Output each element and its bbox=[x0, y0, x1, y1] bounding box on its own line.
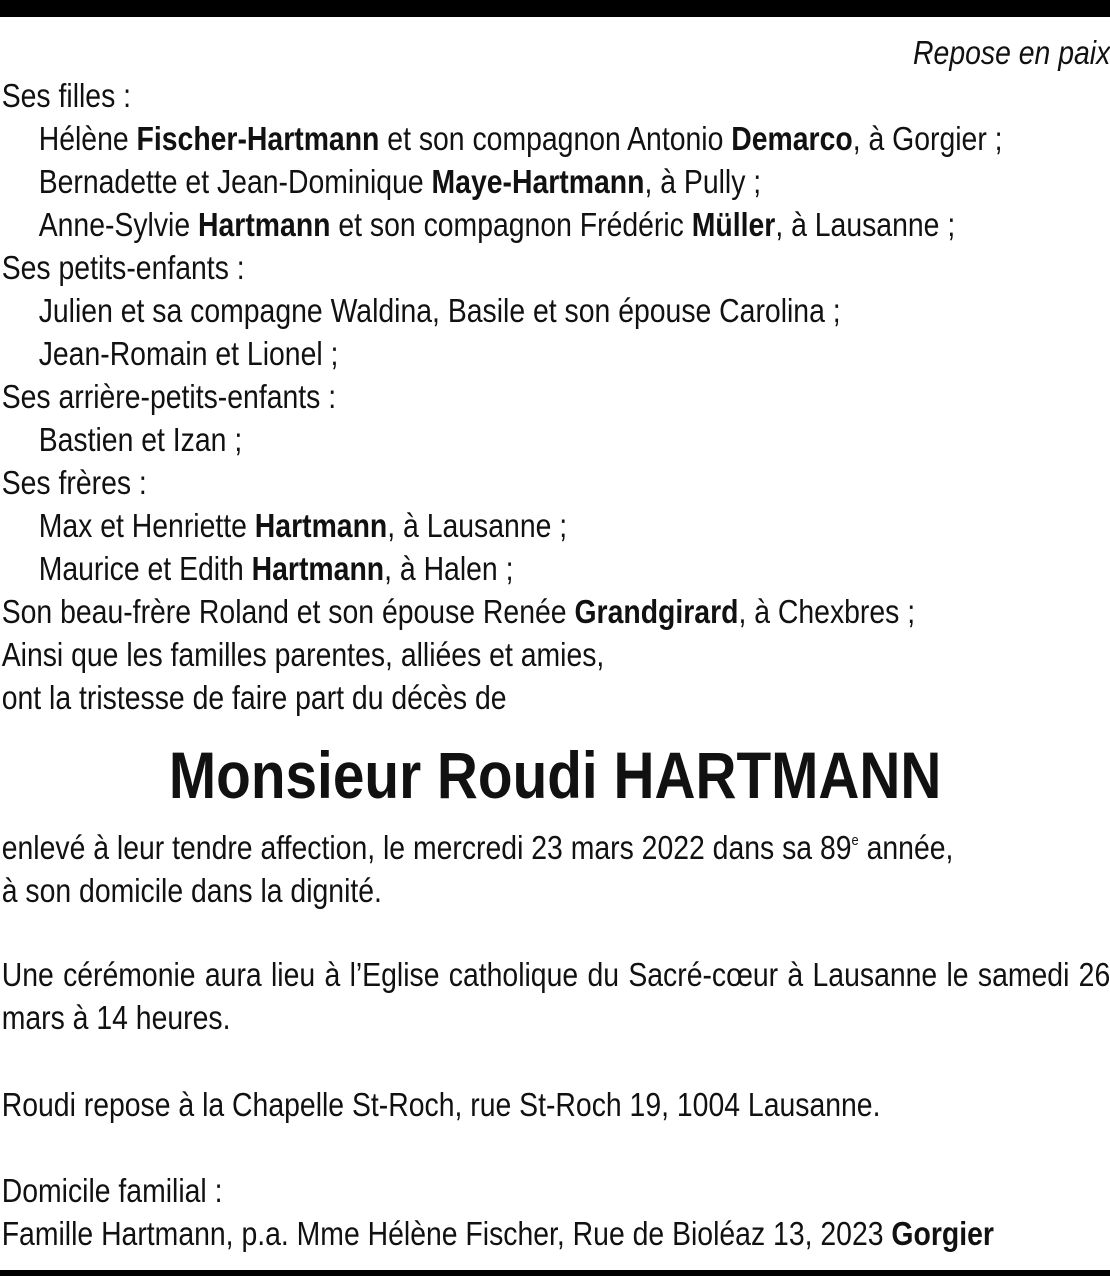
surname: Hartmann bbox=[254, 507, 388, 544]
text-line bbox=[39, 418, 243, 461]
text-line bbox=[2, 1169, 223, 1212]
text-line bbox=[39, 547, 514, 590]
text-line bbox=[2, 375, 336, 418]
text-segment: , à Halen ; bbox=[384, 550, 514, 587]
text-segment: Ses arrière-petits-enfants : bbox=[1, 378, 337, 415]
text-segment: ont la tristesse de faire part du décès de bbox=[1, 679, 507, 716]
surname: Fischer-Hartmann bbox=[136, 120, 380, 157]
epigraph: Repose en paix bbox=[913, 34, 1110, 71]
text-segment: Ses frères : bbox=[1, 464, 147, 501]
text-line bbox=[2, 826, 954, 869]
text-line bbox=[2, 461, 147, 504]
text-line bbox=[39, 289, 841, 332]
text-segment: , à Lausanne ; bbox=[387, 507, 568, 544]
text-line bbox=[2, 590, 915, 633]
text-segment: Anne-Sylvie bbox=[38, 206, 199, 243]
bottom-rule bbox=[0, 1270, 1110, 1276]
surname: Hartmann bbox=[198, 206, 331, 243]
text-line bbox=[39, 504, 567, 547]
text-segment: année, bbox=[858, 829, 954, 866]
text-line bbox=[39, 160, 761, 203]
text-segment: et son compagnon Frédéric bbox=[330, 206, 692, 243]
text-line bbox=[39, 117, 1003, 160]
text-segment: Roudi repose à la Chapelle St-Roch, rue St-Roch 19, 1004 Lausanne. bbox=[1, 1086, 881, 1123]
text-line bbox=[2, 1212, 994, 1255]
text-segment: Jean-Romain et Lionel ; bbox=[38, 335, 339, 372]
text-segment: , à Lausanne ; bbox=[775, 206, 956, 243]
text-segment: à son domicile dans la dignité. bbox=[1, 872, 382, 909]
text-segment: Famille Hartmann, p.a. Mme Hélène Fischer, Rue de Bioléaz 13, 2023 bbox=[1, 1215, 892, 1252]
text-line bbox=[2, 246, 245, 289]
text-line bbox=[2, 74, 131, 117]
text-line bbox=[2, 869, 382, 912]
surname: Gorgier bbox=[891, 1215, 994, 1252]
text-segment: et son compagnon Antonio bbox=[379, 120, 732, 157]
surname: Müller bbox=[691, 206, 776, 243]
text-segment: Son beau-frère Roland et son épouse Renée bbox=[1, 593, 575, 630]
text-segment: , à Pully ; bbox=[644, 163, 762, 200]
text-line bbox=[2, 633, 605, 676]
text-line bbox=[39, 203, 956, 246]
text-segment: Ses petits-enfants : bbox=[1, 249, 245, 286]
top-rule bbox=[0, 0, 1110, 17]
text-segment: Ainsi que les familles parentes, alliées et amies, bbox=[1, 636, 605, 673]
text-line bbox=[39, 332, 339, 375]
surname: Hartmann bbox=[251, 550, 385, 587]
text-segment: Hélène bbox=[38, 120, 137, 157]
ceremony-paragraph: Une cérémonie aura lieu à l’Eglise catholique du Sacré-cœur à Lausanne le samedi 26 mars à 14 heures. bbox=[1, 956, 1110, 1036]
text-segment: Ses filles : bbox=[1, 77, 132, 114]
surname: Demarco bbox=[731, 120, 853, 157]
text-segment: Bastien et Izan ; bbox=[38, 421, 243, 458]
text-segment: Julien et sa compagne Waldina, Basile et son épouse Carolina ; bbox=[38, 292, 841, 329]
ordinal-suffix: e bbox=[851, 832, 859, 849]
text-segment: Bernadette et Jean-Dominique bbox=[38, 163, 432, 200]
text-segment: , à Gorgier ; bbox=[852, 120, 1003, 157]
text-segment: Maurice et Edith bbox=[38, 550, 252, 587]
text-segment: Domicile familial : bbox=[1, 1172, 223, 1209]
surname: Grandgirard bbox=[574, 593, 739, 630]
text-line bbox=[2, 1083, 881, 1126]
text-segment: Max et Henriette bbox=[38, 507, 255, 544]
text-line bbox=[2, 676, 507, 719]
surname: Maye-Hartmann bbox=[431, 163, 645, 200]
text-segment: , à Chexbres ; bbox=[738, 593, 916, 630]
deceased-name: Monsieur Roudi HARTMANN bbox=[168, 738, 942, 812]
text-segment: enlevé à leur tendre affection, le mercredi 23 mars 2022 dans sa 89 bbox=[1, 829, 852, 866]
